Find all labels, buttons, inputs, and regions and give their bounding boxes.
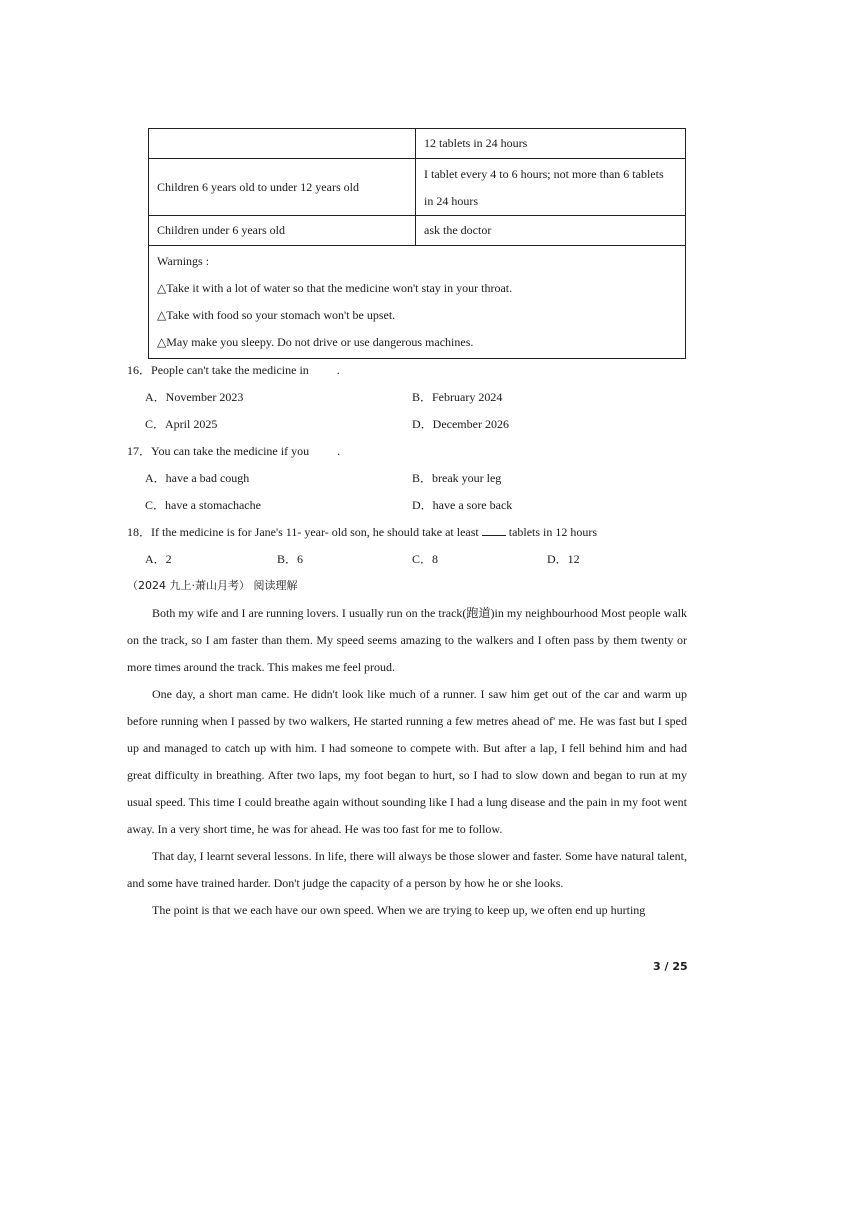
table-row: [149, 129, 686, 159]
question-17: 17．You can take the medicine if you .: [127, 444, 341, 458]
question-number: 16．: [127, 363, 152, 377]
question-number: 17．: [127, 444, 152, 458]
option-d[interactable]: D．have a sore back: [412, 498, 513, 512]
warnings-row: [149, 246, 686, 359]
table-cell: [416, 159, 686, 216]
table-row: [149, 216, 686, 246]
question-18: 18．If the medicine is for Jane's 11- year- old son, he should take at least tablets in 12 hours: [127, 525, 598, 539]
cell-line: in 24 hours: [424, 193, 478, 208]
warnings-title: Warnings :: [157, 254, 210, 268]
option-d[interactable]: D．December 2026: [412, 417, 509, 431]
passage-paragraph: Both my wife and I are running lovers. I usually run on the track(跑道)in my neighbourhood Most people walk on the track, so I am faster than them. My speed seems amazing to the walkers and I often pass by them twenty or more times around the track. This makes me feel proud.: [127, 606, 687, 674]
warning-item: △May make you sleepy. Do not drive or use dangerous machines.: [157, 335, 474, 349]
option-b[interactable]: B．break your leg: [412, 471, 502, 485]
answer-blank: [482, 523, 506, 536]
table-row: [149, 159, 686, 216]
question-16: 16．People can't take the medicine in .: [127, 363, 340, 377]
option-c[interactable]: C．have a stomachache: [145, 498, 261, 512]
option-a[interactable]: A．November 2023: [145, 390, 244, 404]
question-stem: If the medicine is for Jane's 11- year- old son, he should take at least: [151, 525, 479, 539]
reading-passage: [127, 600, 687, 924]
option-a[interactable]: A．2: [145, 552, 172, 566]
option-c[interactable]: C．8: [412, 552, 439, 566]
option-b[interactable]: B．6: [277, 552, 304, 566]
question-stem: You can take the medicine if you: [151, 444, 310, 458]
passage-paragraph: The point is that we each have our own speed. When we are trying to keep up, we often end up hurting: [152, 903, 646, 917]
option-d[interactable]: D．12: [547, 552, 580, 566]
warning-item: △Take it with a lot of water so that the medicine won't stay in your throat.: [157, 281, 513, 295]
table-cell: Children under 6 years old: [149, 216, 416, 246]
warning-item: △Take with food so your stomach won't be upset.: [157, 308, 396, 322]
question-stem: People can't take the medicine in: [151, 363, 309, 377]
source-line: （2024 九上·萧山月考） 阅读理解: [127, 579, 298, 592]
warnings-cell: [149, 246, 686, 359]
table-cell: Children 6 years old to under 12 years old: [149, 159, 416, 216]
passage-paragraph: That day, I learnt several lessons. In life, there will always be those slower and faster. Some have natural talent, and some have trained harder. Don't judge the capacity of a person by how he or she looks.: [127, 849, 687, 890]
table-cell: ask the doctor: [416, 216, 686, 246]
option-a[interactable]: A．have a bad cough: [145, 471, 250, 485]
passage-paragraph: One day, a short man came. He didn't look like much of a runner. I saw him get out of the car and warm up before running when I passed by two walkers, He started running a few metres ahead of' me. He was fast but I sped up and managed to catch up with him. I had someone to compete with. But after a lap, I fell behind him and had great difficulty in breathing. After two laps, my foot began to hurt, so I had to slow down and began to run at my usual speed. This time I could breathe again without sounding like I had a lung disease and the pain in my foot went away. In a very short time, he was for ahead. He was too fast for me to follow.: [127, 687, 687, 836]
dosage-table: [148, 128, 686, 359]
cell-line: I tablet every 4 to 6 hours; not more than 6 tablets: [424, 166, 664, 181]
table-cell: [149, 129, 416, 159]
question-number: 18．: [127, 525, 152, 539]
table-cell: 12 tablets in 24 hours: [416, 129, 686, 159]
page-number: 3 / 25: [653, 960, 688, 973]
option-c[interactable]: C．April 2025: [145, 417, 218, 431]
option-b[interactable]: B．February 2024: [412, 390, 503, 404]
